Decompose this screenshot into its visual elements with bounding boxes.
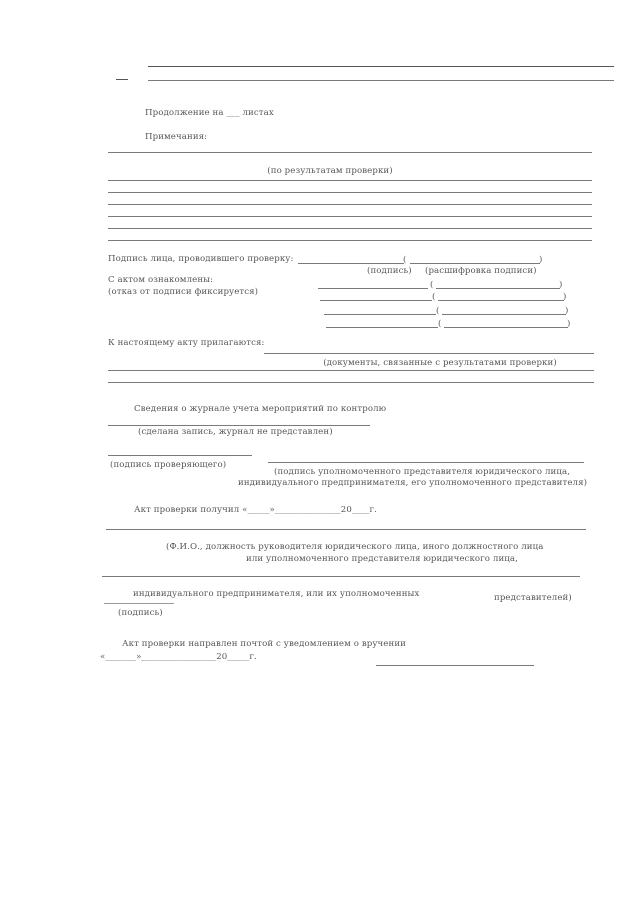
fio-caption-2: или уполномоченного представителя юридического лица, xyxy=(246,554,518,564)
journal-line xyxy=(108,425,370,426)
fio-caption-1: (Ф.И.О., должность руководителя юридического лица, иного должностного лица xyxy=(166,542,544,552)
acq-dec-line xyxy=(436,288,560,289)
entrepreneur-caption-right: представителей) xyxy=(494,593,572,603)
mailed-sign-line xyxy=(376,665,534,666)
notes-line xyxy=(108,192,592,193)
decryption-line xyxy=(410,263,540,264)
notes-line xyxy=(108,152,592,153)
bracket: ) xyxy=(539,255,543,265)
notes-label: Примечания: xyxy=(145,132,208,142)
bracket: ( xyxy=(436,306,440,316)
notes-line xyxy=(108,228,592,229)
inspector-caption: (подпись проверяющего) xyxy=(110,460,227,470)
acq-dec-line xyxy=(444,327,568,328)
refusal-note: (отказ от подписи фиксируется) xyxy=(108,287,259,297)
signature-line-2 xyxy=(104,603,174,604)
attached-caption: (документы, связанные с результатами проверки) xyxy=(323,358,557,368)
acq-sig-line xyxy=(326,327,438,328)
entrepreneur-caption-left: индивидуального предпринимателя, или их уполномоченных xyxy=(133,589,420,599)
acq-sig-line xyxy=(324,314,436,315)
entrepreneur-line xyxy=(102,576,580,577)
mailed-text: Акт проверки направлен почтой с уведомлением о вручении xyxy=(122,639,406,649)
signature-caption: (подпись) xyxy=(367,266,412,276)
bracket: ) xyxy=(563,292,567,302)
notes-caption: (по результатам проверки) xyxy=(267,166,393,176)
acq-sig-line xyxy=(318,288,428,289)
received-text: Акт проверки получил «_____»_______________20____г. xyxy=(134,505,377,515)
top-rule-2 xyxy=(148,80,614,81)
mailed-date: «_______»_________________20_____г. xyxy=(100,652,257,662)
decryption-caption: (расшифровка подписи) xyxy=(425,266,537,276)
fio-line xyxy=(106,529,586,530)
acq-dec-line xyxy=(438,300,564,301)
acq-sig-line xyxy=(320,300,432,301)
journal-label: Сведения о журнале учета мероприятий по контролю xyxy=(134,404,387,414)
bracket: ( xyxy=(432,292,436,302)
attached-line xyxy=(264,353,594,354)
representative-sign-line xyxy=(268,462,584,463)
acq-dec-line xyxy=(442,314,566,315)
journal-caption: (сделана запись, журнал не представлен) xyxy=(138,427,333,437)
notes-line xyxy=(108,180,592,181)
top-rule-left-stub xyxy=(116,79,128,80)
notes-line xyxy=(108,240,592,241)
signature-line xyxy=(298,263,404,264)
inspector-sign-line xyxy=(108,455,252,456)
attached-line xyxy=(108,370,594,371)
continuation-line: Продолжение на ___ листах xyxy=(145,108,274,118)
bracket: ( xyxy=(403,255,407,265)
bracket: ) xyxy=(559,280,563,290)
representative-caption-1: (подпись уполномоченного представителя юридического лица, xyxy=(274,467,571,477)
bracket: ( xyxy=(430,280,434,290)
acquainted-label: С актом ознакомлены: xyxy=(108,275,214,285)
inspector-signature-label: Подпись лица, проводившего проверку: xyxy=(108,254,294,264)
attached-line xyxy=(108,382,594,383)
bracket: ( xyxy=(438,319,442,329)
bracket: ) xyxy=(565,306,569,316)
attached-label: К настоящему акту прилагаются: xyxy=(108,338,265,348)
signature-caption-2: (подпись) xyxy=(118,608,163,618)
representative-caption-2: индивидуального предпринимателя, его уполномоченного представителя) xyxy=(238,478,588,488)
top-rule xyxy=(148,66,614,67)
notes-line xyxy=(108,216,592,217)
bracket: ) xyxy=(567,319,571,329)
notes-line xyxy=(108,204,592,205)
